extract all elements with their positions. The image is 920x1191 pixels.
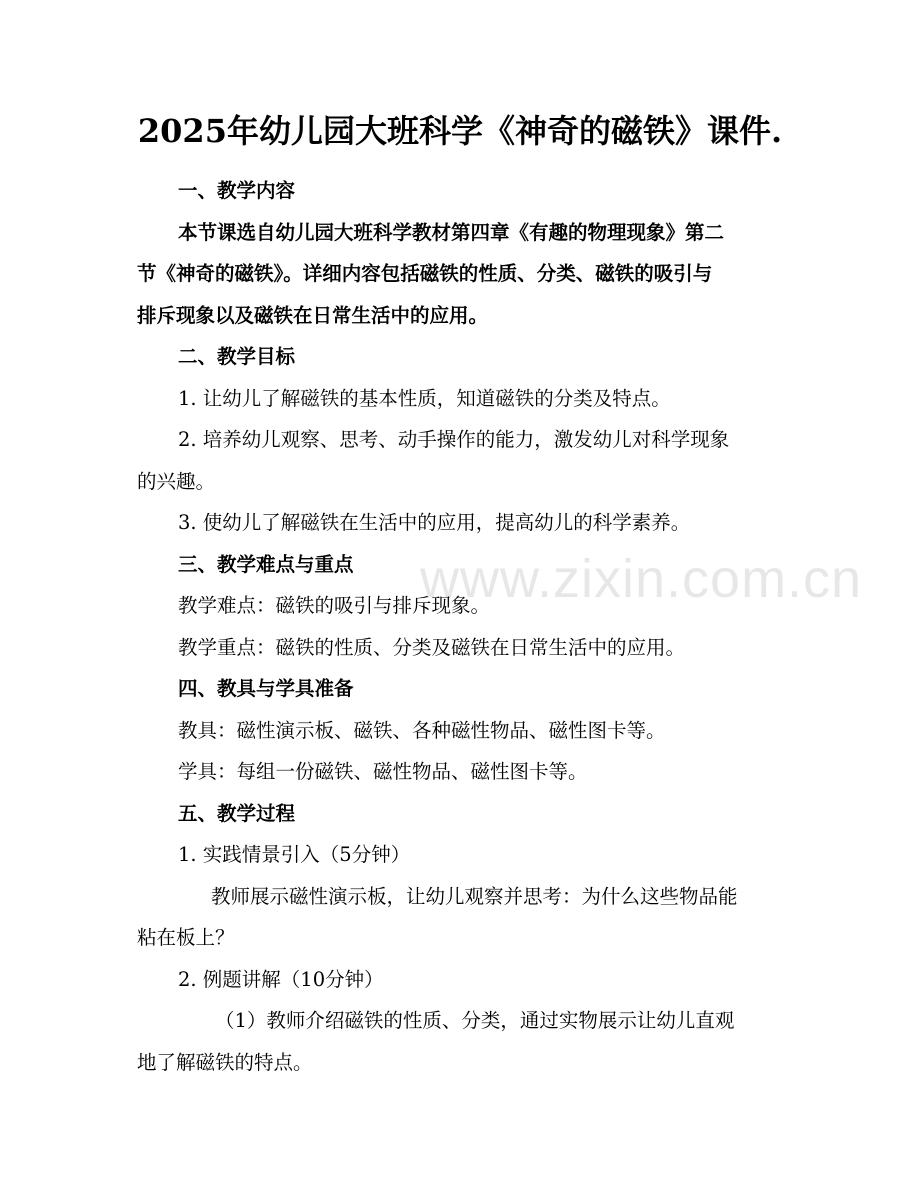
paragraph-line: （1）教师介绍磁铁的性质、分类，通过实物展示让幼儿直观 [215, 1009, 735, 1032]
paragraph-line: 教学重点：磁铁的性质、分类及磁铁在日常生活中的应用。 [178, 635, 686, 659]
paragraph-line: 教师展示磁性演示板，让幼儿观察并思考：为什么这些物品能 [211, 884, 738, 908]
paragraph-line: 教具：磁性演示板、磁铁、各种磁性物品、磁性图卡等。 [178, 718, 666, 742]
list-item: 1. 实践情景引入（5分钟） [178, 843, 411, 866]
paragraph-line: 教学难点：磁铁的吸引与排斥现象。 [178, 594, 491, 617]
document-title: 2025年幼儿园大班科学《神奇的磁铁》课件. [137, 112, 783, 150]
list-item: 2. 例题讲解（10分钟） [178, 967, 384, 991]
section-heading-process: 五、教学过程 [178, 801, 296, 825]
list-item: 2. 培养幼儿观察、思考、动手操作的能力，激发幼儿对科学现象 [178, 428, 730, 451]
list-item: 1. 让幼儿了解磁铁的基本性质，知道磁铁的分类及特点。 [178, 386, 671, 410]
paragraph-line: 本节课选自幼儿园大班科学教材第四章《有趣的物理现象》第二 [178, 220, 725, 244]
paragraph-line: 节《神奇的磁铁》。详细内容包括磁铁的性质、分类、磁铁的吸引与 [137, 262, 713, 285]
paragraph-line: 排斥现象以及磁铁在日常生活中的应用。 [137, 303, 489, 327]
section-heading-content: 一、教学内容 [178, 179, 296, 202]
section-heading-difficulties: 三、教学难点与重点 [178, 552, 354, 576]
section-heading-goals: 二、教学目标 [178, 345, 296, 368]
paragraph-line: 地了解磁铁的特点。 [137, 1050, 313, 1074]
paragraph-line: 粘在板上？ [137, 926, 235, 949]
document-body [137, 170, 793, 1083]
section-heading-materials: 四、教具与学具准备 [178, 677, 354, 700]
list-item-continued: 的兴趣。 [137, 469, 216, 493]
watermark: www.zixin.com.cn [420, 549, 863, 609]
list-item: 3. 使幼儿了解磁铁在生活中的应用，提高幼儿的科学素养。 [178, 511, 691, 534]
paragraph-line: 学具：每组一份磁铁、磁性物品、磁性图卡等。 [178, 760, 588, 783]
